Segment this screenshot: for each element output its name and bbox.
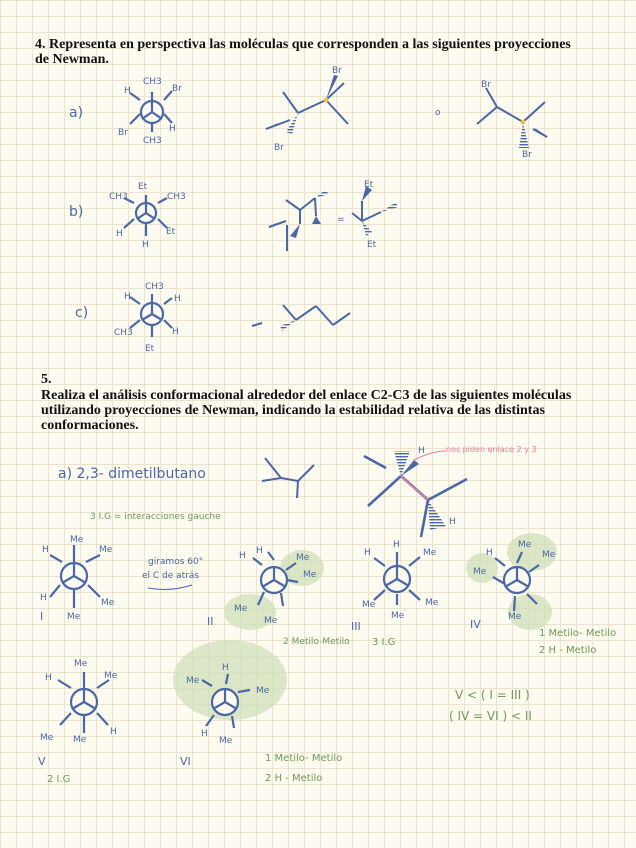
- conf-V-h-right: H: [110, 727, 117, 737]
- q4a-ch3-bottom: CH3: [143, 136, 162, 146]
- pink-note: nos piden enlace 2 y 3: [446, 445, 537, 454]
- conf-VI-me-bottom: Me: [219, 736, 233, 746]
- rotate-note-1: giramos 60°: [148, 557, 204, 567]
- conf-V-h-left: H: [45, 673, 52, 683]
- wedge-4c: [280, 320, 296, 331]
- newman-V: [58, 672, 109, 733]
- newman-4a: [130, 91, 172, 132]
- q4b-ch3-left: CH3: [109, 192, 128, 202]
- dot-4a-2: [521, 120, 526, 125]
- q4c-ch3-top: CH3: [145, 282, 164, 292]
- conf-VI-me-left: Me: [186, 676, 200, 686]
- q4a-ch3-top: CH3: [143, 77, 162, 87]
- conf-II-h-left: H: [239, 551, 246, 561]
- conf-VI-h-top: H: [222, 663, 229, 673]
- q4a-or: o: [435, 108, 441, 118]
- q4b-et-right: Et: [166, 227, 176, 237]
- conf-VI-note2: 2 H - Metilo: [265, 773, 323, 784]
- pointer-arrows: [252, 124, 547, 326]
- wedge-4b-2: [312, 216, 321, 224]
- q4c-et-bottom: Et: [145, 344, 155, 354]
- conf-III-me-right: Me: [423, 548, 437, 558]
- conf-III-me-lower-right: Me: [425, 598, 439, 608]
- conf-I-me-top: Me: [70, 535, 84, 545]
- conf-I-me-bottom: Me: [67, 612, 81, 622]
- conf-III-note: 3 I.G: [372, 637, 396, 648]
- q4b-et-bottom2: Et: [367, 240, 377, 250]
- conf-I-me-lower-right: Me: [101, 598, 115, 608]
- ig-note: 3 I.G = interacciones gauche: [90, 512, 221, 522]
- q4a-br-wedge-left: Br: [274, 143, 284, 153]
- q4b-h-bottom: H: [142, 240, 149, 250]
- wedge-4a-1: [286, 113, 298, 134]
- q4c-h-right: H: [174, 294, 181, 304]
- zigzag-4c: [252, 305, 350, 326]
- q4c-h-lower-right: H: [172, 327, 179, 337]
- q4b-label: b): [69, 204, 84, 220]
- conf-III-roman: III: [351, 620, 361, 633]
- newman-4c: [130, 294, 172, 337]
- q4a-br-wedge-top: Br: [332, 66, 342, 76]
- wedge-4b-6: [362, 221, 372, 236]
- q4a-br-right: Br: [172, 84, 182, 94]
- stability-line1: V < ( I = III ): [455, 688, 530, 702]
- conf-IV-me-right: Me: [542, 550, 556, 560]
- conf-V-me-right: Me: [104, 671, 118, 681]
- skeletal-5a: [262, 458, 314, 498]
- q4c-h-left: H: [124, 292, 131, 302]
- q5-text-line2: utilizando proyecciones de Newman, indicando la estabilidad relativa de las distintas: [41, 403, 545, 418]
- conf-I-h-left: H: [42, 545, 49, 555]
- h-wedge-bottom: H: [449, 517, 456, 527]
- conf-III-me-bottom: Me: [391, 611, 405, 621]
- conf-IV-me-bottom: Me: [508, 612, 522, 622]
- newman-4b: [124, 195, 167, 236]
- conf-III-h-left: H: [364, 548, 371, 558]
- q4a-br-wedge-right-top: Br: [481, 80, 491, 90]
- q5-number: 5.: [41, 372, 52, 387]
- conf-II-roman: II: [207, 615, 214, 628]
- q5-text: [41, 388, 571, 433]
- q4b-equals: =: [337, 215, 345, 225]
- conf-I-h-lower-left: H: [40, 593, 47, 603]
- q4b-h-left: H: [116, 229, 123, 239]
- wedge-4a-1b: [326, 75, 338, 100]
- wedge-5a-top: [394, 451, 410, 476]
- wedge-4b-1: [315, 190, 329, 198]
- q4c-label: c): [75, 305, 89, 321]
- rotate-note-2: el C de atrás: [142, 571, 200, 581]
- wedge-4b-3: [290, 224, 300, 238]
- q5-text-line3: conformaciones.: [41, 418, 139, 433]
- conf-V-me-lower-left: Me: [40, 733, 54, 743]
- conf-II-h-top: H: [256, 546, 263, 556]
- zigzag-4a-1: [266, 83, 348, 129]
- wedge-4a-2: [519, 122, 529, 148]
- conf-V-note: 2 I.G: [47, 774, 71, 785]
- q4a-label: a): [69, 105, 84, 121]
- conf-V-me-bottom: Me: [73, 735, 87, 745]
- newman-I: [50, 545, 100, 608]
- wedge-5a-bottom: [428, 500, 446, 530]
- q5a-label: a) 2,3- dimetilbutano: [58, 466, 206, 482]
- q4b-et-top: Et: [138, 182, 148, 192]
- q4-title-line1: 4. Representa en perspectiva las moléculas que corresponden a las siguientes proyecciones: [35, 37, 571, 52]
- q4c-ch3-left: CH3: [114, 328, 133, 338]
- conf-IV-me-top: Me: [518, 540, 532, 550]
- conf-VI-note1: 1 Metilo- Metilo: [265, 753, 343, 764]
- q4a-br-wedge-right: Br: [522, 150, 532, 160]
- pink-bond: [401, 476, 428, 500]
- conf-V-roman: V: [38, 755, 46, 768]
- conf-VI-roman: VI: [180, 755, 191, 768]
- q4b-et-top2: Et: [364, 180, 374, 190]
- stability-line2: ( IV = VI ) < II: [449, 709, 532, 723]
- conf-VI-h-lower: H: [201, 729, 208, 739]
- conf-II-me-3: Me: [234, 604, 248, 614]
- dot-4a-1: [324, 98, 329, 103]
- conf-III-me-left: Me: [362, 600, 376, 610]
- conf-III-h-top: H: [393, 540, 400, 550]
- conf-VI-me-right: Me: [256, 686, 270, 696]
- conf-II-note: 2 Metilo-Metilo: [283, 637, 350, 647]
- wedge-4b-4: [381, 202, 398, 212]
- q5-text-line1: Realiza el análisis conformacional alrededor del enlace C2-C3 de las siguientes moléculas: [41, 388, 572, 403]
- conf-IV-me-left: Me: [473, 567, 487, 577]
- h-wedge-top: H: [418, 446, 425, 456]
- conf-II-me-2: Me: [303, 570, 317, 580]
- conf-II-me-1: Me: [296, 553, 310, 563]
- q4a-br-left: Br: [118, 128, 128, 138]
- conf-I-me-right: Me: [99, 545, 113, 555]
- q4b-ch3-right: CH3: [167, 192, 186, 202]
- conf-V-me-top: Me: [74, 659, 88, 669]
- conf-I-roman: I: [40, 610, 44, 623]
- conf-IV-note2: 2 H - Metilo: [539, 645, 597, 656]
- conf-IV-note1: 1 Metilo- Metilo: [539, 628, 617, 639]
- q4a-h-left: H: [124, 86, 131, 96]
- conf-II-me-4: Me: [264, 616, 278, 626]
- q4-title-line2: de Newman.: [35, 52, 109, 67]
- q4a-h-right: H: [169, 124, 176, 134]
- newman-III: [374, 552, 420, 605]
- rotate-underline: [148, 585, 192, 589]
- conf-IV-roman: IV: [470, 618, 481, 631]
- conf-IV-h: H: [486, 548, 493, 558]
